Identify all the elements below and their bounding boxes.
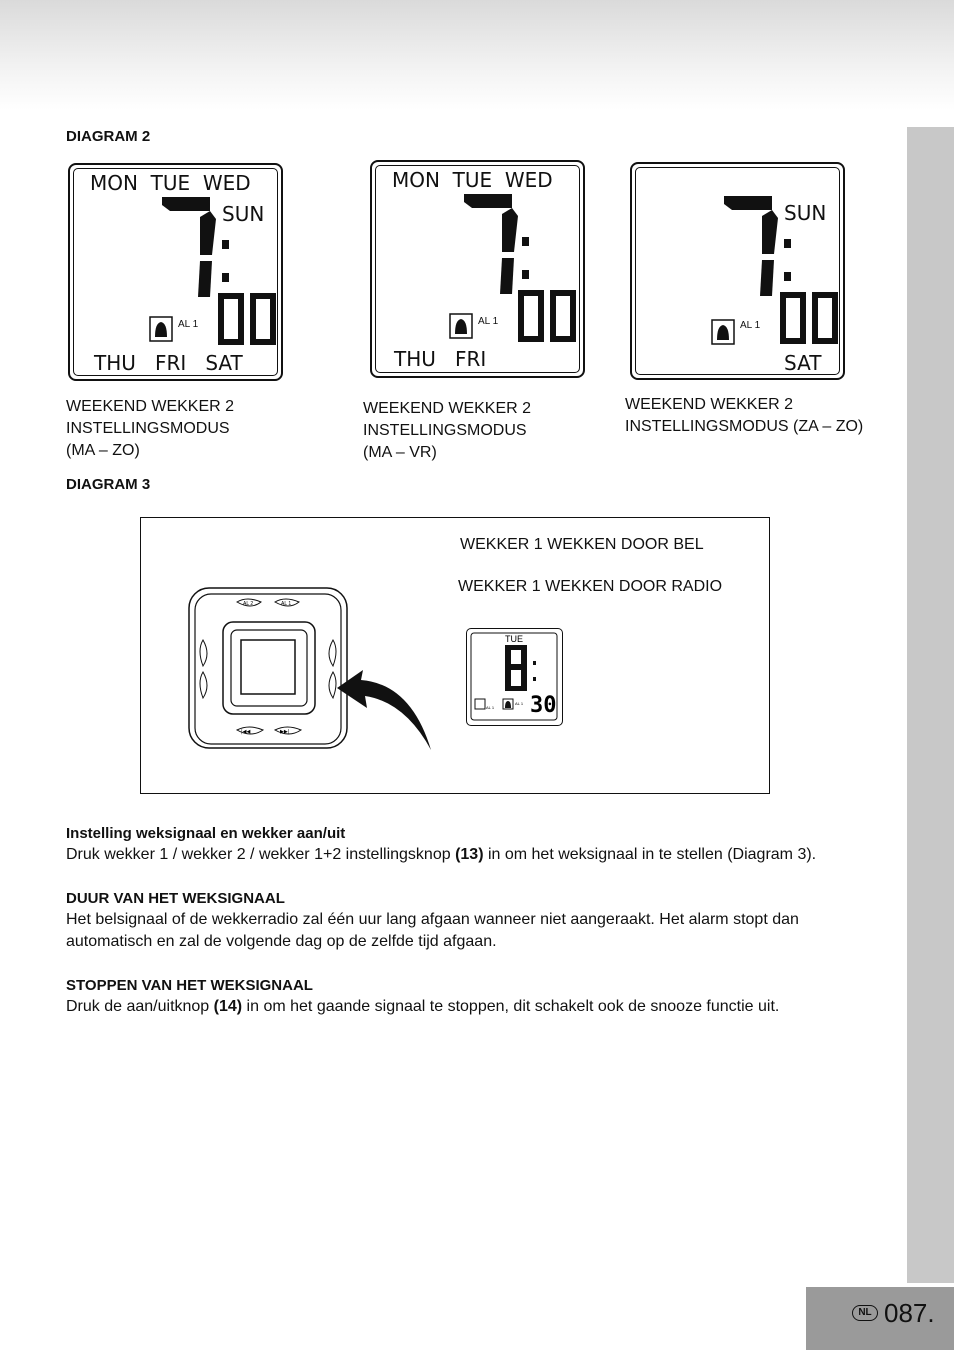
- device-button-al2: AL 2: [243, 601, 254, 607]
- mini-lcd-colon-bottom: [533, 677, 536, 681]
- diagram2-heading: DIAGRAM 2: [66, 128, 151, 145]
- section-body-stop: Druk de aan/uitknop (14) in om het gaande signaal te stoppen, dit schakelt ook de snooze functie uit.: [66, 998, 780, 1015]
- pointer-arrow-icon: [337, 670, 431, 750]
- lcd-display-3: [630, 162, 845, 380]
- side-tab-band: [907, 127, 954, 1283]
- lcd-display-2: [370, 160, 585, 378]
- lcd3-alarm-label: AL 1: [740, 320, 761, 331]
- mini-lcd-minutes: 30: [530, 693, 557, 718]
- bell-icon: [450, 314, 472, 338]
- lcd2-minute-digits: [518, 290, 576, 342]
- device-button-al1: AL 1: [281, 601, 292, 607]
- clock-radio-illustration: [185, 584, 455, 764]
- lcd3-colon-top: [784, 239, 791, 248]
- language-badge: NL: [852, 1305, 878, 1321]
- section-title-stop: STOPPEN VAN HET WEKSIGNAAL: [66, 977, 313, 994]
- device-button-prev: |◀◀: [241, 729, 251, 735]
- lcd2-top-days: MON TUE WED: [392, 168, 553, 192]
- diagram3-frame: [140, 517, 770, 794]
- lcd1-caption: WEEKEND WEKKER 2 INSTELLINGSMODUS (MA – ZO): [66, 398, 235, 459]
- page-number-text: 087.: [884, 1297, 935, 1328]
- bell-icon: [712, 320, 734, 344]
- lcd1-colon-bottom: [222, 273, 229, 282]
- section-title-setting: Instelling weksignaal en wekker aan/uit: [66, 825, 346, 842]
- mini-lcd-display: [466, 628, 563, 726]
- mini-lcd-hour-digit: [505, 645, 527, 691]
- device-button-next: ▶▶|: [280, 729, 290, 735]
- lcd1-top-days: MON TUE WED: [90, 171, 251, 195]
- lcd3-side-day: SUN: [784, 201, 827, 225]
- lcd-display-1: [68, 163, 283, 381]
- section-body-setting: Druk wekker 1 / wekker 2 / wekker 1+2 instellingsknop (13) in om het weksignaal in te stellen (Diagram 3).: [66, 846, 817, 863]
- label-alarm-radio: WEKKER 1 WEKKEN DOOR RADIO: [458, 578, 723, 595]
- lcd2-caption: WEEKEND WEKKER 2 INSTELLINGSMODUS (MA – VR): [363, 400, 532, 461]
- mini-lcd-alarm-label: AL 1: [515, 701, 524, 706]
- lcd1-bottom-days: THU FRI SAT: [94, 351, 243, 375]
- lcd1-side-day: SUN: [222, 202, 265, 226]
- lcd2-colon-top: [522, 237, 529, 246]
- mini-lcd-radio-alarm-label: AL 1: [486, 705, 495, 710]
- lcd3-caption: WEEKEND WEKKER 2 INSTELLINGSMODUS (ZA – ZO): [625, 396, 864, 435]
- lcd3-hour-digit: [724, 196, 778, 296]
- section-body-duration: Het belsignaal of de wekkerradio zal één uur lang afgaan wanneer niet aangeraakt. Het alarm stopt dan automatisch en zal de volgende dag op de zelfde tijd afgaan.: [66, 911, 799, 950]
- bell-icon: [150, 317, 172, 341]
- page-number: [852, 1298, 935, 1328]
- lcd1-hour-digit: [162, 197, 216, 297]
- lcd1-alarm-label: AL 1: [178, 319, 199, 330]
- lcd2-colon-bottom: [522, 270, 529, 279]
- section-title-duration: DUUR VAN HET WEKSIGNAAL: [66, 890, 285, 907]
- lcd2-alarm-label: AL 1: [478, 316, 499, 327]
- mini-lcd-colon-top: [533, 661, 536, 665]
- lcd2-hour-digit: [464, 194, 518, 294]
- lcd2-bottom-days: THU FRI: [394, 347, 487, 371]
- label-alarm-bell: WEKKER 1 WEKKEN DOOR BEL: [460, 536, 704, 553]
- mini-lcd-day: TUE: [505, 634, 523, 644]
- lcd3-colon-bottom: [784, 272, 791, 281]
- lcd1-minute-digits: [218, 293, 276, 345]
- radio-alarm-icon: [475, 699, 485, 709]
- header-gradient-band: [0, 0, 954, 110]
- diagram3-heading: DIAGRAM 3: [66, 476, 151, 493]
- lcd1-colon-top: [222, 240, 229, 249]
- lcd3-minute-digits: [780, 292, 838, 344]
- lcd3-bottom-days: SAT: [784, 351, 822, 375]
